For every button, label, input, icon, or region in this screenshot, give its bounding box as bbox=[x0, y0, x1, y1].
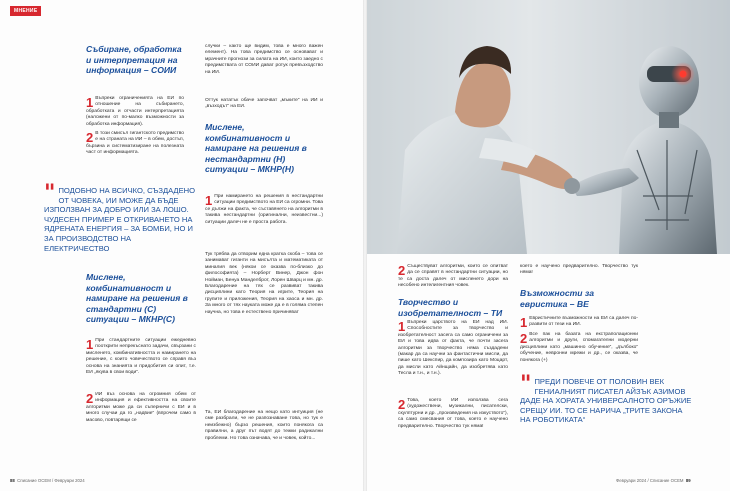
paragraph-14: 1 Евристичните възможности на ЕИ са далеч по-развити от тези на ИИ. bbox=[520, 315, 638, 330]
pull-quote-left bbox=[44, 180, 196, 253]
paragraph-15-text: Все пак на базата на екстраполационни алгоритми и други, спомагателни модерни дисциплини като „машинно обучение“, „дълбоко“ обучение, невронни мрежи и др., се оказва, че понякога (+) bbox=[520, 332, 638, 363]
paragraph-4-text: ИИ въз основа на огромния обем от информация и ефективността на своите алгоритми може да си съперничи с ЕИ и в много случаи да го „надвие“ (впрочем само в масово, повтарящи се bbox=[86, 392, 196, 423]
heading-soii: Събиране, обработка и интерпретация на информация – СОИИ bbox=[86, 44, 182, 75]
footer-left bbox=[10, 478, 85, 483]
footer-right bbox=[616, 478, 691, 483]
paragraph-12: 2 Това, което ИИ използва сега (художествени, музикални, писателски, скулптурни и др. „произведения на изкуството“), са само смесвания от това, което е научено предварително. Творчество тук няма! bbox=[398, 397, 508, 429]
paragraph-2: 2 В този смисъл гигантското предимство е на страната на ИИ – в обем, достъп, бързина и систематизиране на полезната част от информацията. bbox=[86, 130, 184, 156]
footer-right-magazine: Февруари 2024 / Списание ОСЕМ bbox=[616, 478, 684, 483]
paragraph-11: 1 Въпреки царството на ЕИ над ИИ. Способностите за творчество и изобретателност засега са само ограничени за ЕИ и това идва от факта, че почти засега алгоритми за творчество няма създадени (макар да са научни за фантастични мисли, да пише като Шекспир, да композира като Моцарт, да мисли като Айнщайн, да изобретява като Тесла и т.н., и т.н.). bbox=[398, 319, 508, 377]
footer-left-magazine: Списание ОСЕМ / Февруари 2024 bbox=[17, 478, 85, 483]
paragraph-6: Оттук нататък обаче започват „мъките“ на ИИ и „възходът“ на ЕИ. bbox=[205, 98, 323, 110]
pull-quote-left-text: ПОДОБНО НА ВСИЧКО, СЪЗДАДЕНО ОТ ЧОВЕКА, ИИ МОЖЕ ДА БЪДЕ ИЗПОЛЗВАН ЗА ДОБРО ИЛИ ЗА ЛОШО. ЧУДЕСЕН ПРИМЕР Е ОТКРИВАНЕТО НА ЯДРЕНАТА ЕНЕРГИЯ – ЗА БОМБИ, НО И ЗА ПРОИЗВОДСТВО НА ЕЛЕКТРИЧЕСТВО bbox=[44, 186, 196, 253]
paragraph-7: 1 При намирането на решения в нестандартни ситуации предимството на ЕИ са огромни. Това се дължи на факта, че съставянето на алгоритми в такива нестандартни (оригинални, неизвестни...) ситуации далеч не е проста работа. bbox=[205, 193, 323, 225]
paragraph-13: което е научено предварително. Творчество тук няма! bbox=[520, 264, 638, 276]
paragraph-4: 2 ИИ въз основа на огромния обем от информация и ефективността на своите алгоритми може да си съперничи с ЕИ и в много случаи да го „надвие“ (впрочем само в масово, повтарящи се bbox=[86, 391, 196, 423]
paragraph-12-text: Това, което ИИ използва сега (художествени, музикални, писателски, скулптурни и др. „произведения на изкуството“), са само смесвания от това, което е научено предварително. Творчество тук няма! bbox=[398, 398, 508, 429]
page-number-left: 88 bbox=[10, 478, 15, 483]
paragraph-5: случки – както ще видим, това е много важен елемент). На това предимство се основават и мрачните прогнози за силата на ИИ, които заедно с предимствата от СОИИ дават ротук превъзходство на ИИ. bbox=[205, 44, 323, 75]
paragraph-1: 1 Въпреки ограниченията на ЕИ по отношение на събирането, обработката и отчасти интерпретацията (наложени от по-малко възможности за обработка информация). bbox=[86, 95, 184, 127]
paragraph-1-text: Въпреки ограниченията на ЕИ по отношение на събирането, обработката и отчасти интерпретацията (наложени от по-малко възможности за обработка информация). bbox=[86, 96, 184, 127]
heading-mknr-s: Мислене, комбинативност и намиране на решения в стандартни (С) ситуации – МКНР(С) bbox=[86, 272, 188, 324]
paragraph-10-text: Съществуват алгоритми, които се опитват да се справят в нестандартни ситуации, но те са доста далеч от мисленето дори на несобено интелигентния човек. bbox=[398, 264, 508, 289]
paragraph-11-text: Въпреки царството на ЕИ над ИИ. Способностите за творчество и изобретателност засега са само ограничени за ЕИ и това идва от факта, че почти засега алгоритми за творчество няма създадени (макар да са научни за фантастични мисли, да пише като Шекспир, да композира като Моцарт, да мисли като Айнщайн, да изобретява като Тесла и т.н., и т.н.). bbox=[398, 320, 508, 377]
quote-mark-icon: " bbox=[520, 371, 532, 397]
page-number-right: 89 bbox=[685, 478, 691, 483]
quote-mark-icon: " bbox=[44, 180, 56, 206]
paragraph-14-text: Евристичните възможности на ЕИ са далеч по-развити от тези на ИИ. bbox=[529, 316, 638, 328]
paragraph-15: 2 Все пак на базата на екстраполационни алгоритми и други, спомагателни модерни дисциплини като „машинно обучение“, „дълбоко“ обучение, невронни мрежи и др., се оказва, че понякога (+) bbox=[520, 331, 638, 363]
human-vs-robot-photo bbox=[367, 0, 730, 254]
paragraph-10: 2 Съществуват алгоритми, които се опитват да се справят в нестандартни ситуации, но те са доста далеч от мисленето дори на несобено интелигентния човек. bbox=[398, 263, 508, 289]
heading-mknr-n: Мислене, комбинативност и намиране на решения в нестандартни (Н) ситуации – МКНР(Н) bbox=[205, 122, 307, 174]
section-tab: МНЕНИЕ bbox=[10, 6, 41, 16]
paragraph-7-text: При намирането на решения в нестандартни ситуации предимството на ЕИ са огромни. Това се дължи на факта, че съставянето на алгоритми в такива нестандартни (оригинални, неизвестни...) ситуации далеч не е проста работа. bbox=[205, 194, 323, 225]
pull-quote-right-text: ПРЕДИ ПОВЕЧЕ ОТ ПОЛОВИН ВЕК ГЕНИАЛНИЯТ ПИСАТЕЛ АЙЗЪК АЗИМОВ ДАДЕ НА ХОРАТА УНИВЕРСАЛНОТО ОРЪЖИЕ СРЕЩУ ИИ. ТО СЕ НАРИЧА „ТРИТЕ ЗАКОНА НА РОБОТИКАТА“ bbox=[520, 377, 692, 425]
heading-ve: Възможности за евристика – ВЕ bbox=[520, 288, 595, 309]
paragraph-3: 1 При стандартните ситуации ежедневно пооткрити непрекъснато задачи, свързани с мисленето, комбинативността и намирането на решение, с които човечеството се справя въз основа на знанията и придобития си опит, т.е. ЕИ „якува в свои води“. bbox=[86, 337, 196, 376]
pull-quote-right bbox=[520, 371, 692, 425]
heading-ti: Творчество и изобретателност – ТИ bbox=[398, 297, 503, 318]
paragraph-9: Та, ЕИ благодарение на нещо като интуиция (не сме разбрали, че не разпознаване това, но тук е неизбежно) бързо решения, които понякога са правилни, а друг път водят до тежки радикални проблеми. Но това означава, че и човек, който... bbox=[205, 410, 323, 441]
paragraph-8: Тук трябва да отворим една кратка скоба – това се занимават гиганти на мисълта и математиката от миналия век (някои се оказва по-близко до философията) – Норберт Винер, Джон фон Нойман, Бенуа Манделброт, Лорен Шварц и мн. др. Благодарение на тях се развиват такива дисциплини като Теория на игрите, Теория на групите и приложения, Теория на хаоса и мн. др. За много от тях науката може да е в голяма степен научна, но това е естествено причиняват bbox=[205, 252, 323, 315]
paragraph-3-text: При стандартните ситуации ежедневно пооткрити непрекъснато задачи, свързани с мисленето, комбинативността и намирането на решение, с които човечеството се справя въз основа на знанията и придобития си опит, т.е. ЕИ „якува в свои води“. bbox=[86, 338, 196, 376]
paragraph-2-text: В този смисъл гигантското предимство е на страната на ИИ – в обем, достъп, бързина и систематизиране на полезната част от информацията. bbox=[86, 131, 184, 156]
